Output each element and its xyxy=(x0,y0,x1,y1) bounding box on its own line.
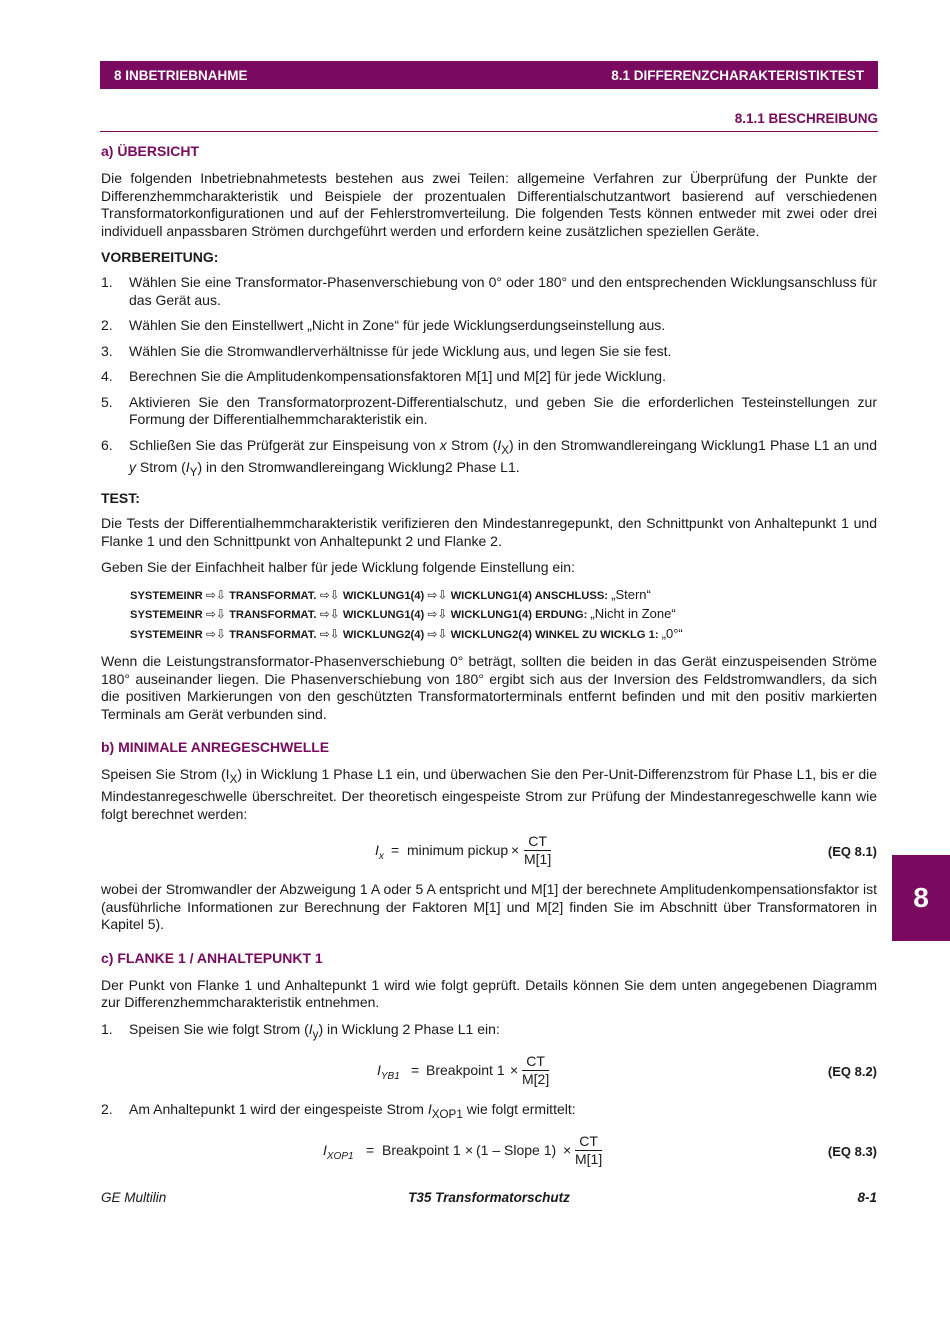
equation-8-1: $I_x$ = minimum pickup × $\frac{CT}{M[1]}$ (EQ 8.1) xyxy=(375,833,877,868)
settings-paths xyxy=(130,586,877,645)
equation-tag: (EQ 8.3) xyxy=(827,1144,877,1160)
footer-company: GE Multilin xyxy=(101,1190,167,1205)
equation-tag: (EQ 8.1) xyxy=(827,844,877,860)
chapter-side-tab: 8 xyxy=(892,855,950,941)
footer-product: T35 Transformatorschutz xyxy=(408,1190,570,1205)
slope-paragraph: Der Punkt von Flanke 1 und Anhaltepunkt 1 wird wie folgt geprüft. Details können Sie dem unten angegebenen Diagramm zur Differenzhemmcharakteristik entnehmen. xyxy=(101,976,877,1011)
list-item: 1. Speisen Sie wie folgt Strom $(I_y)$ in Wicklung 2 Phase L1 ein: xyxy=(101,1020,500,1041)
list-item: 2. Am Anhaltepunkt 1 wird der eingespeiste Strom $I_{XOP1}$ wie folgt ermittelt: xyxy=(101,1101,576,1121)
list-item: 3. Wählen Sie die Stromwandlerverhältnisse für jede Wicklung aus, und legen Sie sie fest. xyxy=(101,342,672,359)
preparation-steps xyxy=(101,274,877,481)
page-footer xyxy=(101,1190,877,1210)
list-item: 2. Wählen Sie den Einstellwert „Nicht in Zone“ für jede Wicklungserdungseinstellung aus. xyxy=(101,317,666,333)
settings-path-row: SYSTEMEINR ⇨⇩ TRANSFORMAT. ⇨⇩ WICKLUNG2(4) ⇨⇩ WICKLUNG2(4) WINKEL ZU WICKLG 1: „0°“ xyxy=(130,625,683,641)
list-item: 5. Aktivieren Sie den Transformatorprozent-Differentialschutz, und geben Sie die erforderlichen Testeinstellungen zur Formung der Differentialhemmcharakteristik ein. xyxy=(101,393,877,427)
settings-path-row: SYSTEMEINR ⇨⇩ TRANSFORMAT. ⇨⇩ WICKLUNG1(4) ⇨⇩ WICKLUNG1(4) ERDUNG: „Nicht in Zone“ xyxy=(130,606,676,622)
overview-paragraph: Die folgenden Inbetriebnahmetests bestehen aus zwei Teilen: allgemeine Verfahren zur Überprüfung der Punkte der Differenzhemmcharakteristik und Beispiele der prozentualen Differentialschutzantwort basierend auf verschiedenen Transformatorkonfigurationen und auf der Fehlerstromverteilung. Die folgenden Tests können entweder mit zwei oder drei individuell anpassbaren Strömen durchgeführt werden und erfordern keine zusätzlichen speziellen Geräte. xyxy=(101,170,877,239)
after-eq-paragraph: wobei der Stromwandler der Abzweigung 1 A oder 5 A entspricht und M[1] der berechnete Amplitudenkompensationsfaktor ist (ausführliche Informationen zur Berechnung der Faktoren M[1] und M[2] finden Sie im Abschnitt über Transformatoren in Kapitel 5). xyxy=(101,881,877,933)
fraction: $\frac{CT}{M[1]}$ xyxy=(524,833,552,868)
test-heading: TEST: xyxy=(101,490,140,507)
section-title: 8.1 DIFFERENZCHARAKTERISTIKTEST xyxy=(611,67,864,83)
page-number: 8-1 xyxy=(857,1190,877,1205)
page-content xyxy=(101,143,877,1181)
equation-tag: (EQ 8.2) xyxy=(827,1064,877,1080)
slope-steps-continued xyxy=(101,1101,877,1123)
phase-shift-paragraph: Wenn die Leistungstransformator-Phasenverschiebung 0° beträgt, sollten die beiden in das Gerät einzuspeisenden Ströme 180° auseinander liegen. Die Phasenverschiebung von 180° ergibt sich aus der Inversion des Feldstromwandlers, da sich die positiven Markierungen von den geschützten Transformatorterminals entfernt befinden und mit den positiv markierten Terminals am Gerät verbunden sind. xyxy=(101,653,877,722)
test-paragraph: Die Tests der Differentialhemmcharakteristik verifizieren den Mindestanregepunkt, den Schnittpunkt von Anhaltepunkt 1 und Flanke 1 und den Schnittpunkt von Anhaltepunkt 2 und Flanke 2. xyxy=(101,515,877,549)
header-divider xyxy=(100,131,878,132)
section-b-heading: b) MINIMALE ANREGESCHWELLE xyxy=(101,739,330,756)
min-pickup-paragraph: Speisen Sie Strom $(I_X)$ in Wicklung 1 Phase L1 ein, und überwachen Sie den Per-Unit-Differenzstrom für Phase L1, bis er die Mindestanregeschwelle überschreitet. Der theoretisch eingespeiste Strom zur Prüfung der Mindestanregeschwelle kann wie folgt berechnet werden: xyxy=(101,766,877,822)
fraction: $\frac{CT}{M[2]}$ xyxy=(522,1053,550,1088)
section-c-heading: c) FLANKE 1 / ANHALTEPUNKT 1 xyxy=(101,949,323,966)
settings-path-row: SYSTEMEINR ⇨⇩ TRANSFORMAT. ⇨⇩ WICKLUNG1(4) ⇨⇩ WICKLUNG1(4) ANSCHLUSS: „Stern“ xyxy=(130,586,651,602)
fraction: $\frac{CT}{M[1]}$ xyxy=(575,1133,603,1168)
equation-8-3: $I_{XOP1}$ = Breakpoint 1 × (1 – Slope 1) × $\frac{CT}{M[1]}$ (EQ 8.3) xyxy=(323,1133,877,1168)
subsection-title: 8.1.1 BESCHREIBUNG xyxy=(734,111,878,126)
chapter-title: 8 INBETRIEBNAHME xyxy=(114,67,248,83)
chapter-header-bar xyxy=(100,61,878,89)
settings-intro: Geben Sie der Einfachheit halber für jede Wicklung folgende Einstellung ein: xyxy=(101,559,575,576)
section-a-heading: a) ÜBERSICHT xyxy=(101,143,200,159)
equation-8-2: $I_{YB1}$ = Breakpoint 1 × $\frac{CT}{M[2]}$ (EQ 8.2) xyxy=(377,1053,877,1088)
list-item: 4. Berechnen Sie die Amplitudenkompensationsfaktoren M[1] und M[2] für jede Wicklung. xyxy=(101,368,666,384)
preparation-heading: VORBEREITUNG: xyxy=(101,249,219,265)
slope-steps xyxy=(101,1021,877,1043)
list-item: 1. Wählen Sie eine Transformator-Phasenverschiebung von 0° oder 180° und den entsprechenden Wicklungsanschluss für das Gerät aus. xyxy=(101,274,877,308)
list-item: 6. Schließen Sie das Prüfgerät zur Einspeisung von x Strom $(I_X)$ in den Stromwandlereingang Wicklung1 Phase L1 an und y Strom $(I_Y)$ in den Stromwandlereingang Wicklung2 Phase L1. xyxy=(101,436,877,479)
